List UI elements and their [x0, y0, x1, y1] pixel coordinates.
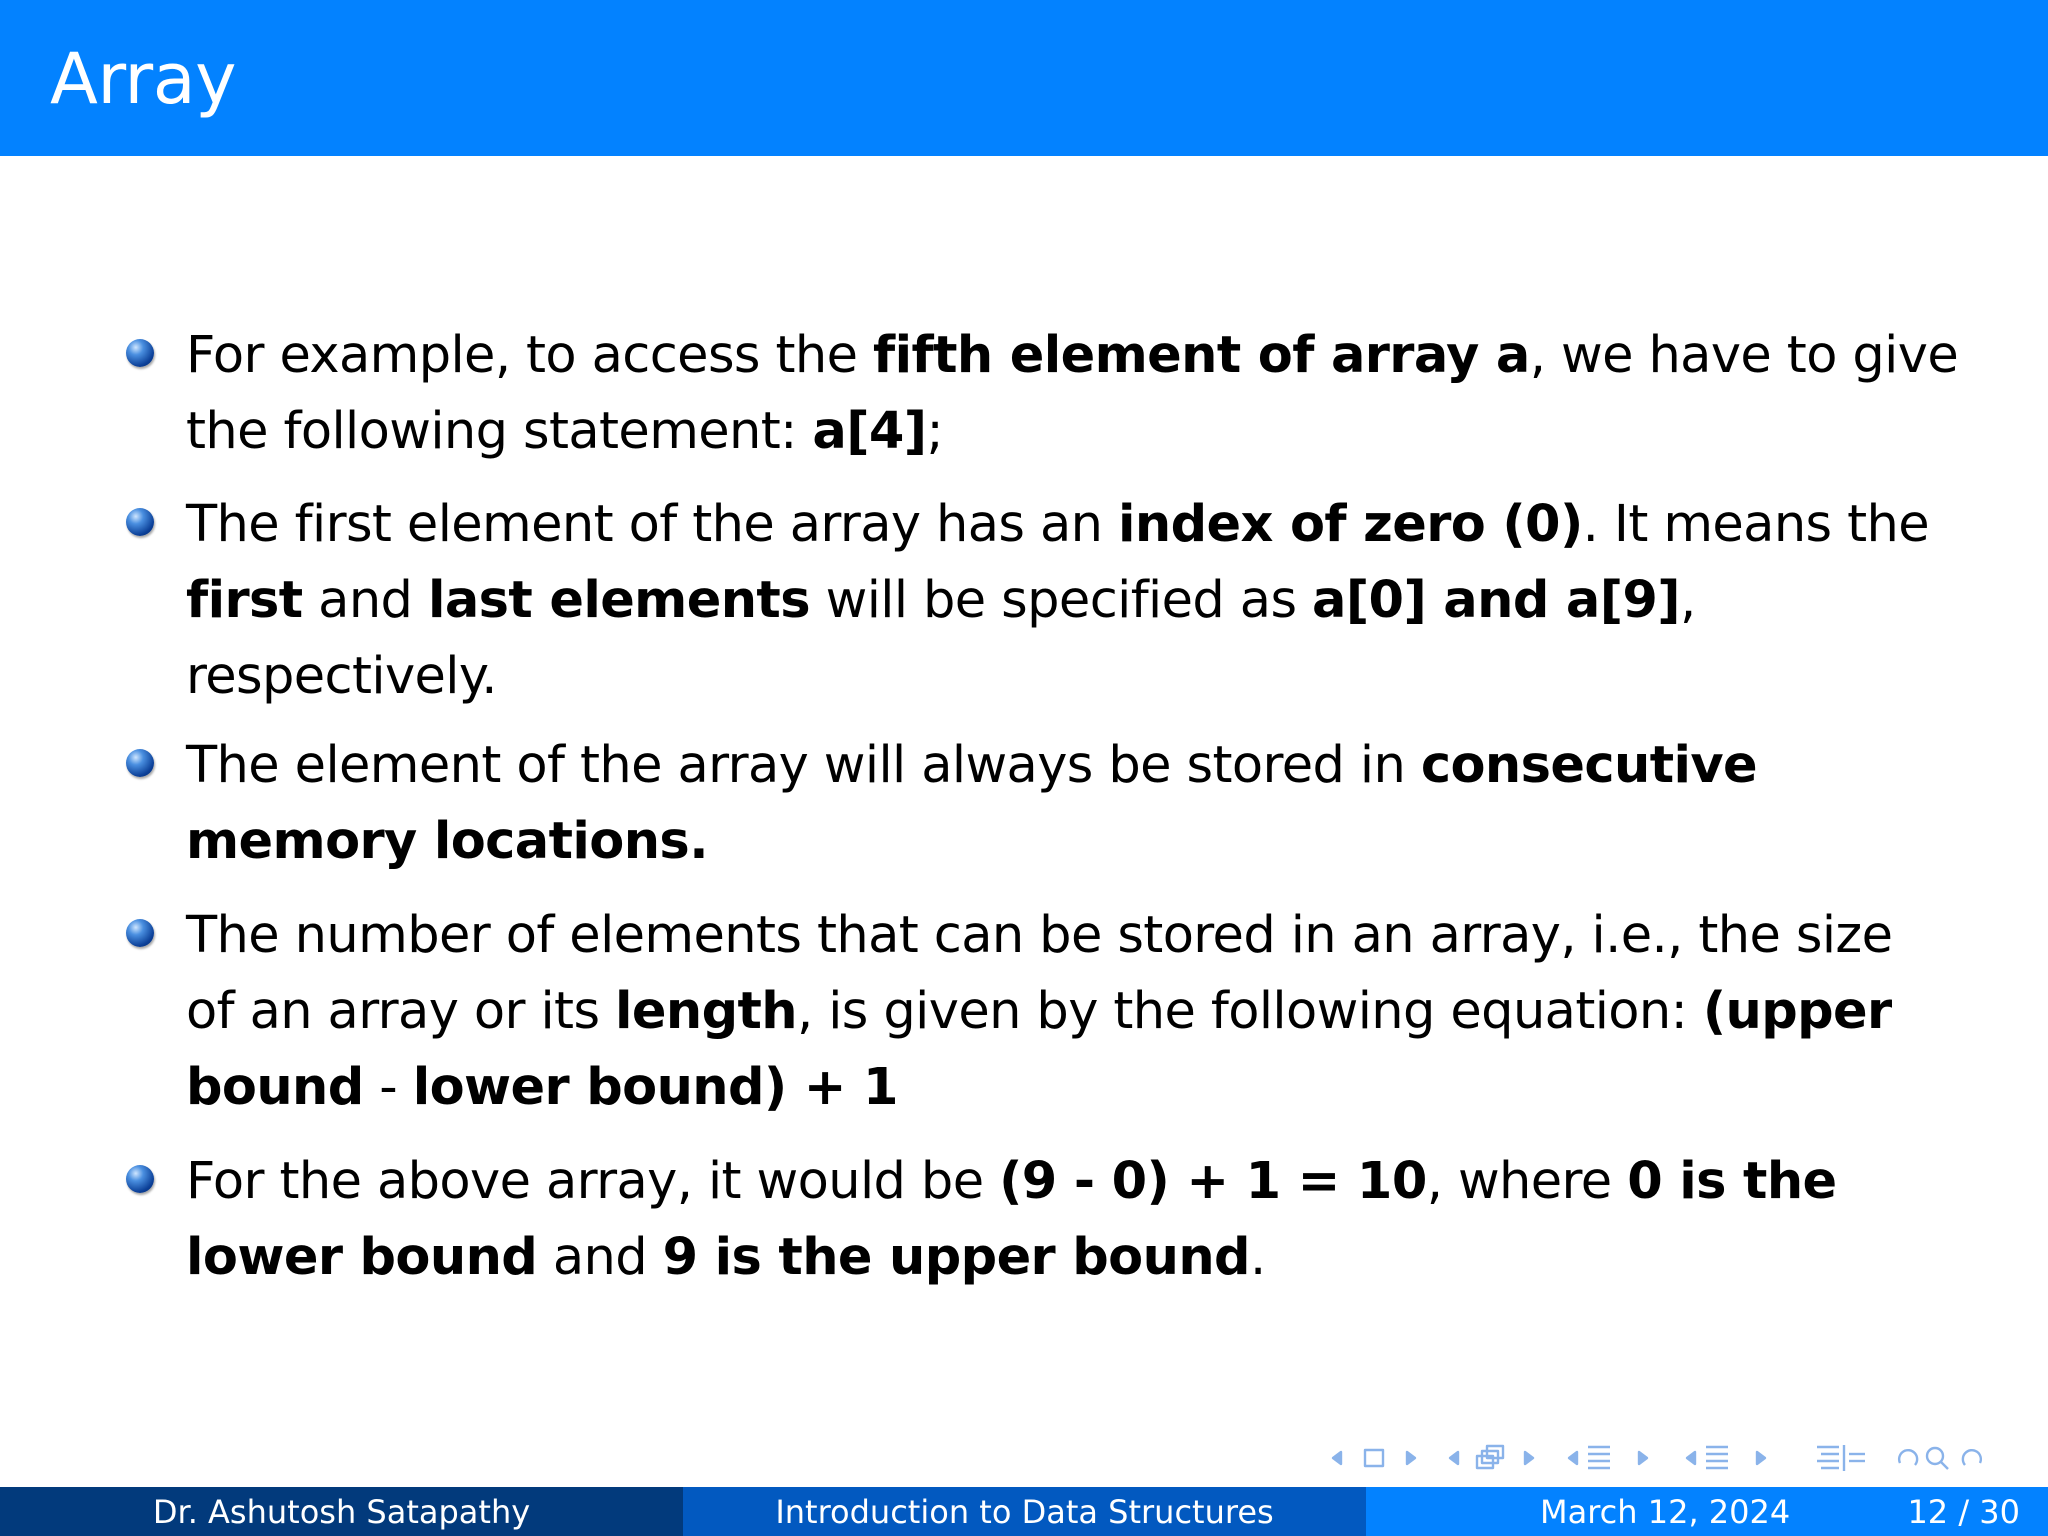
bullet-text-line	[186, 1152, 1837, 1211]
slide-date: March 12, 2024	[1540, 1492, 1791, 1531]
nav-prev-frame-icon[interactable]	[1333, 1452, 1341, 1464]
bullet-marker	[126, 339, 154, 367]
course-title: Introduction to Data Structures	[775, 1492, 1274, 1531]
bullet-text-line	[186, 571, 1696, 630]
text: respectively.	[186, 647, 497, 706]
bold-text: lower bound) + 1	[412, 1058, 898, 1117]
bold-text: length	[615, 982, 798, 1041]
nav-next-slide-icon[interactable]	[1757, 1452, 1765, 1464]
text: -	[363, 1058, 413, 1117]
bold-text: first	[186, 571, 303, 630]
bold-text: a[4]	[812, 402, 927, 461]
bullet-text-line	[186, 982, 1892, 1041]
text: The number of elements that can be stored in an array, i.e., the size	[186, 906, 1893, 965]
slide-title: Array	[50, 38, 237, 120]
bullet-text-line	[186, 1058, 898, 1117]
nav-outline-icon[interactable]	[1817, 1445, 1865, 1471]
text: For the above array, it would be	[186, 1152, 1000, 1211]
text: of an array or its	[186, 982, 616, 1041]
bullet-marker	[126, 919, 154, 947]
text: The first element of the array has an	[186, 495, 1119, 554]
bold-text: 9 is the upper bound	[662, 1228, 1250, 1287]
text: and	[537, 1228, 663, 1287]
bold-text: lower bound	[186, 1228, 538, 1287]
bullet-text-line	[186, 1228, 1266, 1287]
text: , where	[1426, 1152, 1628, 1211]
nav-search-icon[interactable]	[1927, 1448, 1948, 1469]
text: , we have to give	[1529, 326, 1959, 385]
nav-section-icon[interactable]	[1588, 1447, 1610, 1468]
nav-next-section-icon[interactable]	[1639, 1452, 1647, 1464]
nav-prev-section-icon[interactable]	[1569, 1452, 1577, 1464]
beamer-navigation[interactable]	[1325, 1442, 2045, 1474]
nav-subsection-icon[interactable]	[1477, 1446, 1503, 1468]
text: ;	[926, 402, 944, 461]
nav-back-icon[interactable]	[1899, 1450, 1917, 1465]
bold-text: a[0] and a[9]	[1312, 571, 1681, 630]
bold-text: fifth element of array a	[873, 326, 1530, 385]
bullet-text-line	[186, 326, 1959, 385]
nav-prev-subsection-icon[interactable]	[1450, 1452, 1458, 1464]
nav-frame-icon[interactable]	[1365, 1450, 1383, 1466]
bold-text: memory locations.	[186, 812, 708, 871]
bullet-text-line	[186, 647, 497, 706]
footer-author	[0, 1487, 683, 1536]
bullet-text-line	[186, 812, 708, 871]
bullet-text-line	[186, 906, 1893, 965]
bullet-marker	[126, 749, 154, 777]
footer-course	[683, 1487, 1366, 1536]
nav-next-subsection-icon[interactable]	[1525, 1452, 1533, 1464]
bold-text: last elements	[427, 571, 810, 630]
text: The element of the array will always be stored in	[186, 736, 1421, 795]
bullet-marker	[126, 508, 154, 536]
footer-date-page	[1366, 1487, 2048, 1536]
bold-text: consecutive	[1420, 736, 1757, 795]
text: . It means the	[1582, 495, 1930, 554]
footer-bar	[0, 1487, 2048, 1536]
text: the following statement:	[186, 402, 813, 461]
bold-text: 0 is the	[1627, 1152, 1837, 1211]
text: For example, to access the	[186, 326, 874, 385]
navigation-icons[interactable]	[1325, 1441, 2045, 1475]
nav-forward-icon[interactable]	[1963, 1450, 1981, 1465]
bold-text: (9 - 0) + 1 = 10	[999, 1152, 1427, 1211]
nav-slide-icon[interactable]	[1706, 1447, 1728, 1468]
text: and	[302, 571, 428, 630]
bullet-text-line	[186, 495, 1930, 554]
author-name: Dr. Ashutosh Satapathy	[152, 1492, 531, 1531]
text: , is given by the following equation:	[797, 982, 1703, 1041]
nav-prev-slide-icon[interactable]	[1687, 1452, 1695, 1464]
page-number: 12 / 30	[1907, 1492, 2020, 1531]
text: ,	[1680, 571, 1696, 630]
bold-text: (upper	[1702, 982, 1892, 1041]
bullet-text-line	[186, 736, 1757, 795]
text: .	[1249, 1228, 1266, 1287]
bullet-marker	[126, 1165, 154, 1193]
bold-text: index of zero (0)	[1118, 495, 1583, 554]
text: will be specified as	[809, 571, 1313, 630]
bold-text: bound	[186, 1058, 364, 1117]
bullet-text-line	[186, 402, 944, 461]
nav-next-frame-icon[interactable]	[1407, 1452, 1415, 1464]
